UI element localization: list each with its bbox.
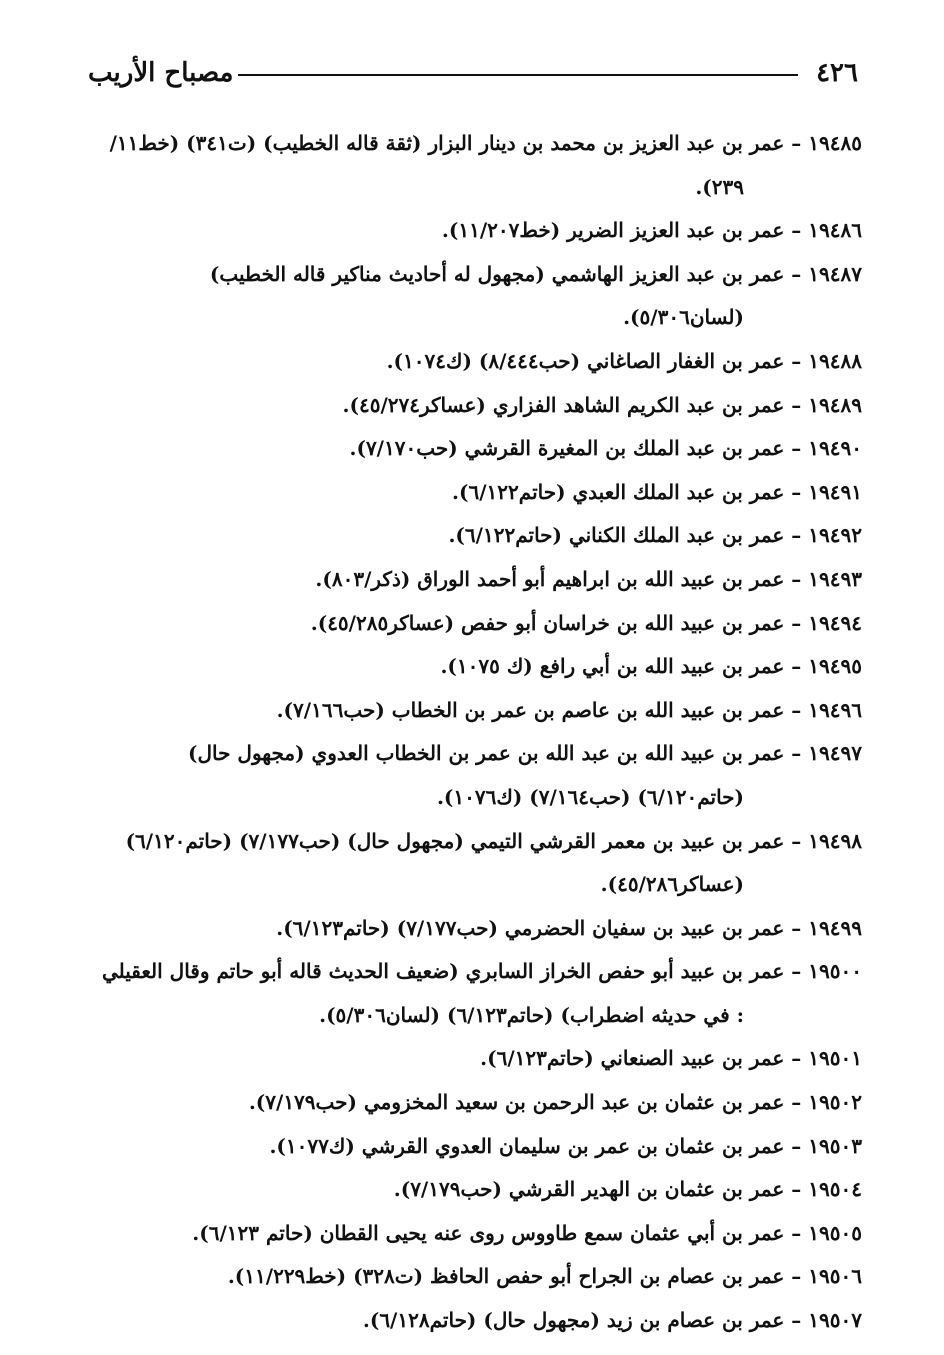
entry-text: عمر بن عبد العزيز الهاشمي (مجهول له أحاديث مناكير قاله الخطيب) (لسان٥/٣٠٦). (209, 261, 785, 330)
entry: ١٩٤٩٣ – عمر بن عبيد الله بن ابراهيم أبو أحمد الوراق (ذكر/٨٠٣). (92, 558, 862, 602)
entry-text: عمر بن عبد العزيز الضرير (خط١١/٢٠٧). (441, 218, 785, 243)
entry: ١٩٤٨٨ – عمر بن الغفار الصاغاني (حب٨/٤٤٤) (ك١٠٧٤). (92, 340, 862, 384)
entry-number: ١٩٤٨٩ (808, 392, 862, 417)
entry-number: ١٩٤٩٤ (808, 610, 862, 635)
entry: ١٩٤٨٩ – عمر بن عبد الكريم الشاهد الفزاري (عساكر٤٥/٢٧٤). (92, 384, 862, 428)
entry-number: ١٩٤٩٣ (808, 566, 862, 591)
entry-text: عمر بن عبد العزيز بن محمد بن دينار البزار (ثقة قاله الخطيب) (ت٣٤١) (خط١١/ ٢٣٩). (109, 131, 785, 199)
entry-text: عمر بن عبيد بن سفيان الحضرمي (حب٧/١٧٧) (حاتم٦/١٢٣). (276, 915, 785, 940)
page-header (88, 56, 858, 96)
entry-text: عمر بن عثمان بن الهدير القرشي (حب٧/١٧٩). (393, 1177, 785, 1202)
entry-text: عمر بن عصام بن زيد (مجهول حال) (حاتم٦/١٢٨). (362, 1308, 785, 1333)
entry-number: ١٩٥٠١ (808, 1046, 862, 1071)
entry: ١٩٥٠٤ – عمر بن عثمان بن الهدير القرشي (حب٧/١٧٩). (92, 1168, 862, 1212)
entry-text: عمر بن عبيد الله بن عاصم بن عمر بن الخطاب (حب٧/١٦٦). (276, 697, 785, 722)
entry-list (92, 122, 862, 1343)
entry-number: ١٩٥٠٦ (808, 1264, 862, 1289)
entry-text: عمر بن عبيد أبو حفص الخراز السابري (ضعيف الحديث قاله أبو حاتم وقال العقيلي : في حديثه اضطراب) (حاتم٦/١٢٣) (لسان٥/٣٠٦). (101, 959, 785, 1027)
entry-text: عمر بن عبد الكريم الشاهد الفزاري (عساكر٤٥/٢٧٤). (342, 392, 785, 417)
entry-number: ١٩٤٨٦ (808, 218, 862, 243)
entry: ١٩٤٩٠ – عمر بن عبد الملك بن المغيرة القرشي (حب٧/١٧٠). (92, 427, 862, 471)
entry-text: عمر بن عبد الملك الكناني (حاتم٦/١٢٢). (448, 523, 785, 548)
entry: ١٩٥٠٦ – عمر بن عصام بن الجراح أبو حفص الحافظ (ت٣٢٨) (خط١١/٢٢٩). (92, 1255, 862, 1299)
entry-number: ١٩٥٠٧ (808, 1308, 862, 1333)
entry: ١٩٤٨٥ – عمر بن عبد العزيز بن محمد بن دينار البزار (ثقة قاله الخطيب) (ت٣٤١) (خط١١/ ٢٣٩). (92, 122, 862, 209)
entry-number: ١٩٤٩٩ (808, 915, 862, 940)
entry: ١٩٤٩٥ – عمر بن عبيد الله بن أبي رافع (ك ١٠٧٥). (92, 645, 862, 689)
entry: ١٩٤٨٦ – عمر بن عبد العزيز الضرير (خط١١/٢٠٧). (92, 209, 862, 253)
entry-number: ١٩٤٩٠ (808, 436, 862, 461)
entry-number: ١٩٤٩٦ (808, 697, 862, 722)
entry-text: عمر بن عثمان بن عبد الرحمن بن سعيد المخزومي (حب٧/١٧٩). (248, 1090, 785, 1115)
entry: ١٩٥٠٣ – عمر بن عثمان بن عمر بن سليمان العدوي القرشي (ك١٠٧٧). (92, 1125, 862, 1169)
entry-text: عمر بن عبد الملك بن المغيرة القرشي (حب٧/١٧٠). (349, 436, 785, 461)
entry-number: ١٩٤٩٧ (808, 741, 862, 766)
entry: ١٩٤٨٧ – عمر بن عبد العزيز الهاشمي (مجهول له أحاديث مناكير قاله الخطيب) (لسان٥/٣٠٦). (92, 253, 862, 340)
entry: ١٩٤٩٦ – عمر بن عبيد الله بن عاصم بن عمر بن الخطاب (حب٧/١٦٦). (92, 689, 862, 733)
entry-text: عمر بن عبيد بن معمر القرشي التيمي (مجهول حال) (حب٧/١٧٧) (حاتم٦/١٢٠) (عساكر٤٥/٢٨٦). (125, 828, 785, 897)
entry-number: ١٩٥٠٥ (808, 1220, 862, 1245)
entry-number: ١٩٥٠٣ (808, 1133, 862, 1158)
entry-text: عمر بن الغفار الصاغاني (حب٨/٤٤٤) (ك١٠٧٤). (386, 348, 785, 373)
entry-number: ١٩٤٩٨ (808, 828, 862, 853)
entry-number: ١٩٤٨٥ (808, 131, 862, 155)
entry: ١٩٤٩٧ – عمر بن عبيد الله بن عبد الله بن عمر بن الخطاب العدوي (مجهول حال) (حاتم٦/١٢٠) (حب٧/١٦٤) (ك١٠٧٦). (92, 732, 862, 819)
entry-number: ١٩٥٠٠ (808, 959, 862, 984)
entry: ١٩٤٩٤ – عمر بن عبيد الله بن خراسان أبو حفص (عساكر٤٥/٢٨٥). (92, 602, 862, 646)
entry-number: ١٩٤٩٢ (808, 523, 862, 548)
entry-number: ١٩٥٠٤ (808, 1177, 862, 1202)
entry: ١٩٤٩٩ – عمر بن عبيد بن سفيان الحضرمي (حب٧/١٧٧) (حاتم٦/١٢٣). (92, 907, 862, 951)
entry-text: عمر بن أبي عثمان سمع طاووس روى عنه يحيى القطان (حاتم ٦/١٢٣). (192, 1220, 785, 1245)
entry-number: ١٩٥٠٢ (808, 1090, 862, 1115)
book-title: مصباح الأريب (88, 58, 234, 88)
entry-number: ١٩٤٨٨ (808, 348, 862, 373)
entry-text: عمر بن عبيد الله بن عبد الله بن عمر بن الخطاب العدوي (مجهول حال) (حاتم٦/١٢٠) (حب٧/١٦٤) (ك١٠٧٦). (188, 741, 785, 809)
entry-text: عمر بن عبيد الصنعاني (حاتم٦/١٢٣). (480, 1046, 785, 1071)
entry-number: ١٩٤٨٧ (808, 261, 862, 286)
entry-text: عمر بن عثمان بن عمر بن سليمان العدوي القرشي (ك١٠٧٧). (269, 1133, 785, 1158)
entry: ١٩٤٩٢ – عمر بن عبد الملك الكناني (حاتم٦/١٢٢). (92, 514, 862, 558)
page-number: ٤٢٦ (816, 58, 858, 88)
entry-text: عمر بن عبد الملك العبدي (حاتم٦/١٢٢). (452, 479, 785, 504)
entry-text: عمر بن عبيد الله بن أبي رافع (ك ١٠٧٥). (440, 654, 785, 679)
entry: ١٩٥٠٥ – عمر بن أبي عثمان سمع طاووس روى عنه يحيى القطان (حاتم ٦/١٢٣). (92, 1212, 862, 1256)
entry: ١٩٥٠٠ – عمر بن عبيد أبو حفص الخراز السابري (ضعيف الحديث قاله أبو حاتم وقال العقيلي : في حديثه اضطراب) (حاتم٦/١٢٣) (لسان٥/٣٠٦). (92, 950, 862, 1037)
entry: ١٩٤٩١ – عمر بن عبد الملك العبدي (حاتم٦/١٢٢). (92, 471, 862, 515)
entry-text: عمر بن عبيد الله بن ابراهيم أبو أحمد الوراق (ذكر/٨٠٣). (315, 566, 785, 591)
entry: ١٩٥٠٧ – عمر بن عصام بن زيد (مجهول حال) (حاتم٦/١٢٨). (92, 1299, 862, 1343)
entry-text: عمر بن عصام بن الجراح أبو حفص الحافظ (ت٣٢٨) (خط١١/٢٢٩). (227, 1264, 785, 1289)
entry: ١٩٤٩٨ – عمر بن عبيد بن معمر القرشي التيمي (مجهول حال) (حب٧/١٧٧) (حاتم٦/١٢٠) (عساكر٤٥/٢٨٦). (92, 820, 862, 907)
entry: ١٩٥٠٢ – عمر بن عثمان بن عبد الرحمن بن سعيد المخزومي (حب٧/١٧٩). (92, 1081, 862, 1125)
entry-number: ١٩٤٩١ (808, 479, 862, 504)
entry-number: ١٩٤٩٥ (808, 654, 862, 679)
header-rule (238, 74, 798, 76)
entry-text: عمر بن عبيد الله بن خراسان أبو حفص (عساكر٤٥/٢٨٥). (310, 610, 785, 635)
entry: ١٩٥٠١ – عمر بن عبيد الصنعاني (حاتم٦/١٢٣). (92, 1037, 862, 1081)
